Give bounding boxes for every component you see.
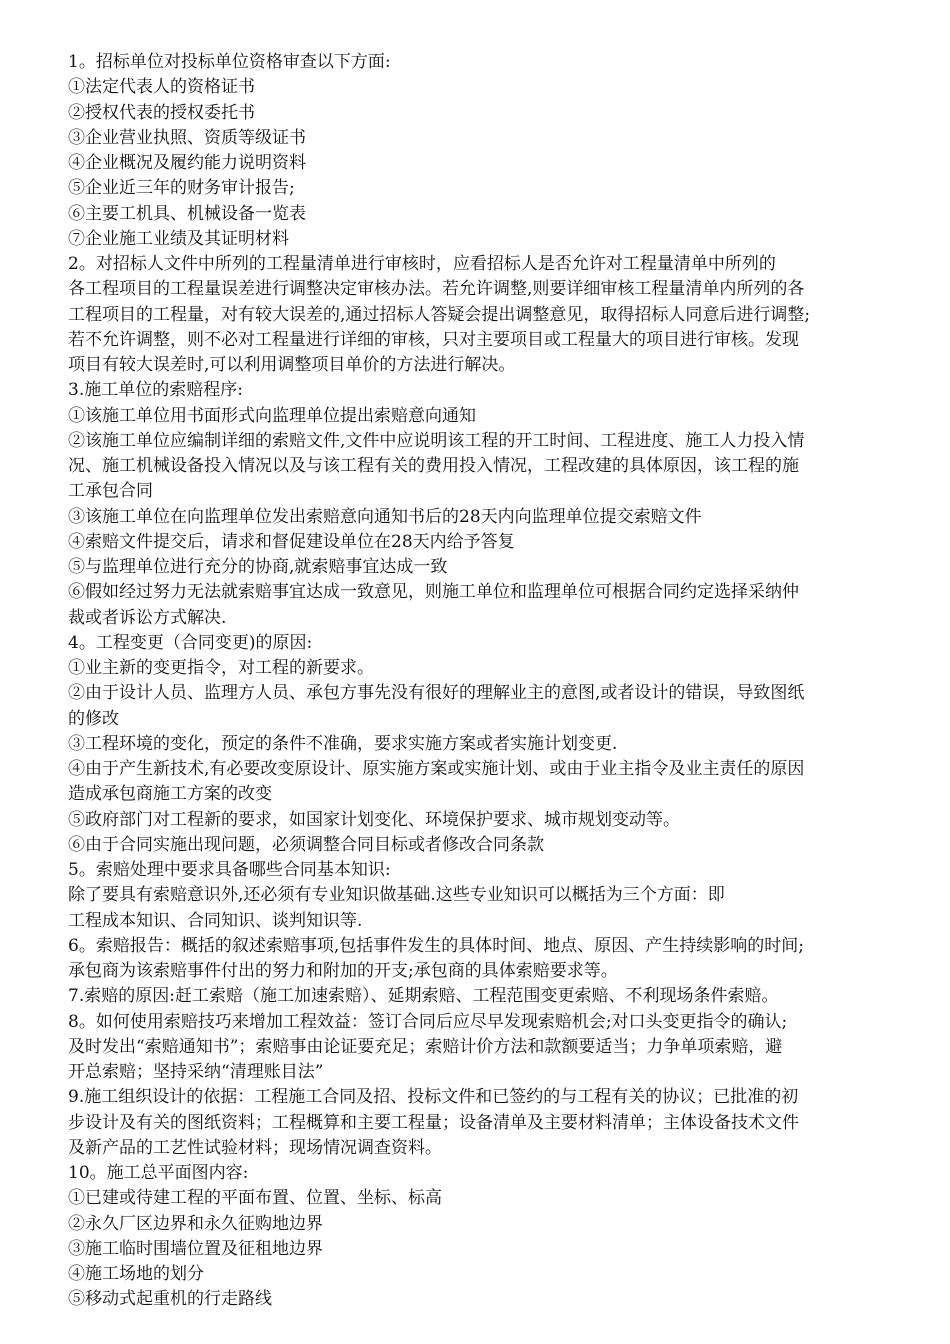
text-line: ④企业概况及履约能力说明资料 [68, 153, 306, 173]
text-line: 开总索赔；坚持采纳“清理账目法” [68, 1062, 324, 1082]
text-line: ②该施工单位应编制详细的索赔文件,文件中应说明该工程的开工时间、工程进度、施工人力投入情 [68, 430, 805, 451]
text-line: 况、施工机械设备投入情况以及与该工程有关的费用投入情况，工程改建的具体原因，该工程的施 [68, 456, 799, 476]
text-line: 1。招标单位对投标单位资格审查以下方面: [68, 52, 391, 72]
text-line: 2。对招标人文件中所列的工程量清单进行审核时，应看招标人是否允许对工程量清单中所列的 [68, 254, 776, 274]
document-page [68, 50, 918, 1313]
text-line: ①该施工单位用书面形式向监理单位提出索赔意向通知 [68, 405, 476, 426]
text-line: 4。工程变更（合同变更)的原因: [68, 632, 313, 653]
text-line: 各工程项目的工程量误差进行调整决定审核办法。若允许调整,则要详细审核工程量清单内所列的各 [68, 279, 805, 300]
text-line: ③该施工单位在向监理单位发出索赔意向通知书后的28天内向监理单位提交索赔文件 [68, 506, 702, 527]
text-line: ⑦企业施工业绩及其证明材料 [68, 228, 289, 249]
text-line: 及时发出“索赔通知书”；索赔事由论证要充足；索赔计价方法和款额要适当；力争单项索赔，避 [68, 1036, 783, 1057]
text-line: 的修改 [68, 708, 119, 729]
text-line: ⑤与监理单位进行充分的协商,就索赔事宜达成一致 [68, 557, 448, 577]
text-line: 工程成本知识、合同知识、谈判知识等. [68, 910, 363, 931]
text-line: ①已建或待建工程的平面布置、位置、坐标、标高 [68, 1188, 442, 1209]
text-line: ②授权代表的授权委托书 [68, 102, 255, 123]
text-line: ⑤移动式起重机的行走路线 [68, 1289, 272, 1310]
text-line: 工程项目的工程量，对有较大误差的,通过招标人答疑会提出调整意见，取得招标人同意后进行调整; [68, 304, 811, 325]
text-line: 步设计及有关的图纸资料；工程概算和主要工程量；设备清单及主要材料清单；主体设备技术文件 [68, 1112, 799, 1133]
text-line: ⑥假如经过努力无法就索赔事宜达成一致意见，则施工单位和监理单位可根据合同约定选择采纳仲 [68, 582, 799, 603]
text-line: ②永久厂区边界和永久征购地边界 [68, 1213, 323, 1234]
text-line: 10。施工总平面图内容: [68, 1163, 249, 1183]
text-line: ③企业营业执照、资质等级证书 [68, 127, 306, 148]
text-line: 5。索赔处理中要求具备哪些合同基本知识: [68, 860, 391, 880]
text-line: ④施工场地的划分 [68, 1264, 204, 1284]
text-line: 9.施工组织设计的依据：工程施工合同及招、投标文件和已签约的与工程有关的协议；已批准的初 [68, 1087, 799, 1108]
text-line: 7.索赔的原因:赶工索赔（施工加速索赔）、延期索赔、工程范围变更索赔、不利现场条件索赔。 [68, 986, 779, 1007]
text-line: 造成承包商施工方案的改变 [68, 784, 272, 805]
text-line: ⑥主要工机具、机械设备一览表 [68, 203, 306, 224]
text-line: 承包商为该索赔事件付出的努力和附加的开支;承包商的具体索赔要求等。 [68, 961, 618, 981]
text-line: ④索赔文件提交后，请求和督促建设单位在28天内给予答复 [68, 531, 515, 552]
text-line: ④由于产生新技术,有必要改变原设计、原实施方案或实施计划、或由于业主指令及业主责任的原因 [68, 759, 805, 779]
text-line: ⑤企业近三年的财务审计报告; [68, 178, 295, 199]
text-line: 3.施工单位的索赔程序: [68, 380, 243, 401]
text-line: 除了要具有索赔意识外,还必须有专业知识做基础.这些专业知识可以概括为三个方面：即 [68, 885, 725, 906]
text-line: ①业主新的变更指令，对工程的新要求。 [68, 658, 374, 678]
text-line: 工承包合同 [68, 481, 153, 502]
text-line: 6。索赔报告：概括的叙述索赔事项,包括事件发生的具体时间、地点、原因、产生持续影响的时间; [68, 935, 804, 956]
text-line: 及新产品的工艺性试验材料；现场情况调查资料。 [68, 1137, 442, 1158]
text-line: 项目有较大误差时,可以利用调整项目单价的方法进行解决。 [68, 355, 516, 375]
text-line: 8。如何使用索赔技巧来增加工程效益：签订合同后应尽早发现索赔机会;对口头变更指令的确认; [68, 1011, 788, 1032]
text-line: ①法定代表人的资格证书 [68, 77, 255, 98]
text-line: ⑥由于合同实施出现问题，必须调整合同目标或者修改合同条款 [68, 834, 544, 855]
text-line: ③施工临时围墙位置及征租地边界 [68, 1238, 323, 1259]
text-line: 若不允许调整，则不必对工程量进行详细的审核，只对主要项目或工程量大的项目进行审核。发现 [68, 329, 799, 350]
text-line: ⑤政府部门对工程新的要求，如国家计划变化、环境保护要求、城市规划变动等。 [68, 809, 680, 830]
text-line: ②由于设计人员、监理方人员、承包方事先没有很好的理解业主的意图,或者设计的错误，导致图纸 [68, 683, 805, 704]
text-line: ③工程环境的变化，预定的条件不准确，要求实施方案或者实施计划变更. [68, 733, 618, 754]
text-line: 裁或者诉讼方式解决. [68, 607, 227, 628]
